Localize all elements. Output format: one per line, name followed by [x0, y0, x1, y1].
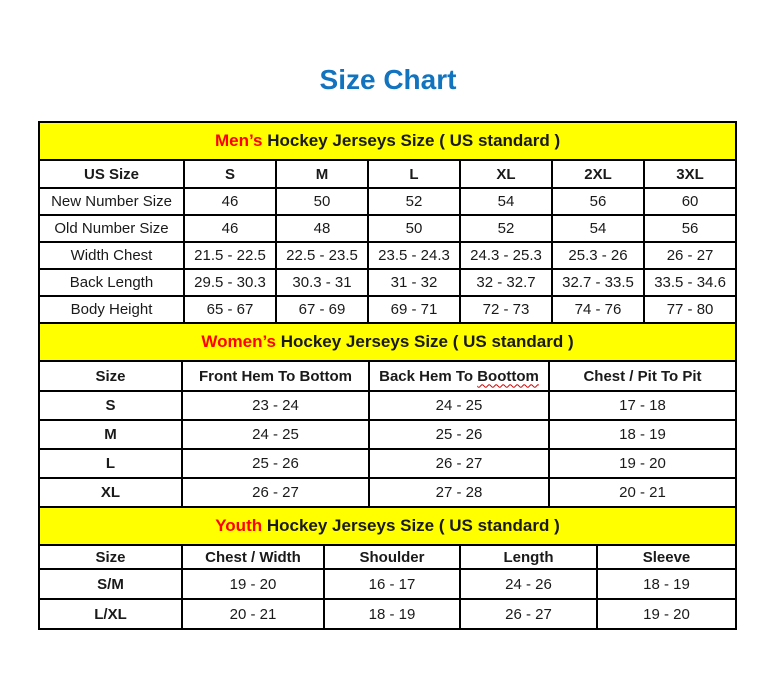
row-label: Body Height — [39, 296, 184, 323]
size-value: 16 - 17 — [324, 569, 460, 599]
column-header: Length — [460, 545, 597, 569]
column-header: L — [368, 160, 460, 188]
size-value: 25.3 - 26 — [552, 242, 644, 269]
column-header: 3XL — [644, 160, 736, 188]
mens-banner — [39, 122, 736, 160]
table-row — [39, 215, 736, 242]
column-header: Front Hem To Bottom — [182, 361, 369, 391]
column-header: Chest / Pit To Pit — [549, 361, 736, 391]
column-header: M — [276, 160, 368, 188]
row-label: S/M — [39, 569, 182, 599]
table-row — [39, 569, 736, 599]
size-value: 48 — [276, 215, 368, 242]
table-row — [39, 478, 736, 507]
womens-banner-text: Hockey Jerseys Size ( US standard ) — [276, 332, 574, 351]
womens-banner — [39, 323, 736, 361]
row-label: M — [39, 420, 182, 449]
size-chart-tables — [38, 121, 735, 630]
column-header: XL — [460, 160, 552, 188]
youth-banner — [39, 507, 736, 545]
size-value: 19 - 20 — [597, 599, 736, 629]
row-label: S — [39, 391, 182, 420]
size-value: 19 - 20 — [549, 449, 736, 478]
page-title: Size Chart — [319, 64, 457, 95]
youth-banner-highlight: Youth — [215, 516, 263, 535]
size-value: 32.7 - 33.5 — [552, 269, 644, 296]
column-header: Size — [39, 545, 182, 569]
size-value: 60 — [644, 188, 736, 215]
size-value: 31 - 32 — [368, 269, 460, 296]
row-label: New Number Size — [39, 188, 184, 215]
womens-size-table — [38, 322, 737, 508]
mens-banner-row — [39, 122, 736, 160]
size-value: 24 - 25 — [369, 391, 549, 420]
size-value: 30.3 - 31 — [276, 269, 368, 296]
size-value: 29.5 - 30.3 — [184, 269, 276, 296]
column-header: Size — [39, 361, 182, 391]
size-value: 23 - 24 — [182, 391, 369, 420]
table-row — [39, 420, 736, 449]
table-row — [39, 449, 736, 478]
size-value: 46 — [184, 188, 276, 215]
youth-header-row — [39, 545, 736, 569]
size-value: 52 — [460, 215, 552, 242]
size-value: 26 - 27 — [182, 478, 369, 507]
size-value: 69 - 71 — [368, 296, 460, 323]
table-row — [39, 296, 736, 323]
size-value: 50 — [368, 215, 460, 242]
size-value: 24.3 - 25.3 — [460, 242, 552, 269]
size-value: 25 - 26 — [369, 420, 549, 449]
size-value: 18 - 19 — [549, 420, 736, 449]
size-value: 20 - 21 — [549, 478, 736, 507]
size-value: 54 — [552, 215, 644, 242]
size-value: 32 - 32.7 — [460, 269, 552, 296]
row-label: Width Chest — [39, 242, 184, 269]
row-label: Back Length — [39, 269, 184, 296]
size-value: 22.5 - 23.5 — [276, 242, 368, 269]
youth-banner-row — [39, 507, 736, 545]
size-value: 26 - 27 — [369, 449, 549, 478]
column-header: Chest / Width — [182, 545, 324, 569]
size-value: 56 — [644, 215, 736, 242]
column-header: US Size — [39, 160, 184, 188]
size-value: 72 - 73 — [460, 296, 552, 323]
mens-banner-highlight: Men’s — [214, 131, 263, 150]
size-value: 67 - 69 — [276, 296, 368, 323]
size-value: 25 - 26 — [182, 449, 369, 478]
size-value: 23.5 - 24.3 — [368, 242, 460, 269]
column-header: S — [184, 160, 276, 188]
table-row — [39, 391, 736, 420]
womens-banner-row — [39, 323, 736, 361]
size-value: 50 — [276, 188, 368, 215]
table-row — [39, 242, 736, 269]
size-value: 20 - 21 — [182, 599, 324, 629]
row-label: L/XL — [39, 599, 182, 629]
column-header: Shoulder — [324, 545, 460, 569]
size-value: 17 - 18 — [549, 391, 736, 420]
table-row — [39, 599, 736, 629]
spellcheck-squiggle-word: Boottom — [477, 367, 539, 385]
size-value: 24 - 25 — [182, 420, 369, 449]
size-value: 26 - 27 — [644, 242, 736, 269]
column-header-misspelled — [369, 361, 549, 391]
mens-size-table — [38, 121, 737, 324]
youth-size-table — [38, 506, 737, 630]
header-text: Back Hem To — [379, 367, 478, 385]
size-value: 26 - 27 — [460, 599, 597, 629]
size-value: 21.5 - 22.5 — [184, 242, 276, 269]
size-value: 46 — [184, 215, 276, 242]
youth-banner-text: Hockey Jerseys Size ( US standard ) — [262, 516, 560, 535]
womens-header-row — [39, 361, 736, 391]
size-value: 74 - 76 — [552, 296, 644, 323]
size-value: 33.5 - 34.6 — [644, 269, 736, 296]
size-value: 24 - 26 — [460, 569, 597, 599]
size-value: 27 - 28 — [369, 478, 549, 507]
womens-banner-highlight: Women’s — [201, 332, 276, 351]
size-value: 18 - 19 — [597, 569, 736, 599]
table-row — [39, 269, 736, 296]
size-value: 18 - 19 — [324, 599, 460, 629]
column-header: 2XL — [552, 160, 644, 188]
column-header: Sleeve — [597, 545, 736, 569]
row-label: XL — [39, 478, 182, 507]
row-label: L — [39, 449, 182, 478]
size-value: 56 — [552, 188, 644, 215]
mens-header-row — [39, 160, 736, 188]
size-value: 54 — [460, 188, 552, 215]
table-row — [39, 188, 736, 215]
mens-banner-text: Hockey Jerseys Size ( US standard ) — [262, 131, 561, 150]
size-value: 77 - 80 — [644, 296, 736, 323]
size-value: 65 - 67 — [184, 296, 276, 323]
size-value: 19 - 20 — [182, 569, 324, 599]
row-label: Old Number Size — [39, 215, 184, 242]
size-value: 52 — [368, 188, 460, 215]
